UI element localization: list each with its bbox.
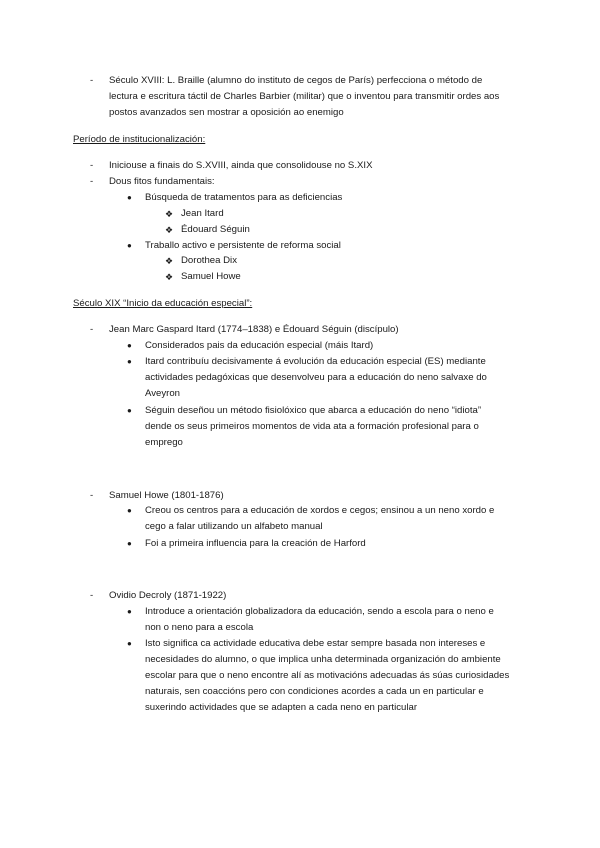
bullet-item: Creou os centros para a educación de xordos e cegos; ensinou a un neno xordo e xyxy=(145,505,495,516)
bullet-item-line: cego a falar utilizando un alfabeto manual xyxy=(145,521,323,532)
bullet-item: Traballo activo e persistente de reforma social xyxy=(145,240,341,251)
list-item: Ovidio Decroly (1871-1922) xyxy=(109,590,227,601)
bullet-item-line: non o neno para a escola xyxy=(145,622,254,633)
dash-marker: - xyxy=(90,160,94,171)
dash-marker: - xyxy=(90,590,94,601)
list-item: Samuel Howe (1801-1876) xyxy=(109,490,224,501)
bullet-item: Considerados pais da educación especial (máis Itard) xyxy=(145,340,374,351)
bullet-item-line: suxerindo actividades que se adapten a cada neno en particular xyxy=(145,702,418,713)
paragraph-line: Século XVIII: L. Braille (alumno do instituto de cegos de París) perfecciona o método de xyxy=(109,75,483,86)
bullet-marker: ● xyxy=(127,357,132,366)
bullet-item-line: emprego xyxy=(145,437,183,448)
bullet-marker: ● xyxy=(127,539,132,548)
sub-bullet-item: Dorothea Dix xyxy=(181,255,237,266)
bullet-marker: ● xyxy=(127,607,132,616)
diamond-marker: ❖ xyxy=(165,256,174,266)
bullet-item: Foi a primeira influencia para la creación de Harford xyxy=(145,538,366,549)
bullet-item: Itard contribuíu decisivamente á evolución da educación especial (ES) mediante xyxy=(145,356,486,367)
list-item: Iniciouse a finais do S.XVIII, ainda que consolidouse no S.XIX xyxy=(109,160,373,171)
bullet-marker: ● xyxy=(127,506,132,515)
dash-marker: - xyxy=(90,75,94,86)
bullet-marker: ● xyxy=(127,639,132,648)
list-item: Jean Marc Gaspard Itard (1774–1838) e Édouard Séguin (discípulo) xyxy=(109,324,399,335)
dash-marker: - xyxy=(90,176,94,187)
bullet-item-line: escolar para que o neno encontre alí as motivacións adecuadas ás súas curiosidades xyxy=(145,670,510,681)
bullet-item: Séguin deseñou un método fisiolóxico que abarca a educación do neno “idiota” xyxy=(145,405,482,416)
dash-marker: - xyxy=(90,490,94,501)
bullet-marker: ● xyxy=(127,406,132,415)
diamond-marker: ❖ xyxy=(165,272,174,282)
bullet-item-line: necesidades do alumno, o que implica unha determinada organización do ambiente xyxy=(145,654,501,665)
bullet-item: Isto significa ca actividade educativa debe estar sempre basada non intereses e xyxy=(145,638,486,649)
bullet-item-line: Aveyron xyxy=(145,388,181,399)
bullet-marker: ● xyxy=(127,341,132,350)
dash-marker: - xyxy=(90,324,94,335)
diamond-marker: ❖ xyxy=(165,209,174,219)
bullet-item: Introduce a orientación globalizadora da educación, sendo a escola para o neno e xyxy=(145,606,494,617)
paragraph-line: postos avanzados sen mostrar a oposición ao enemigo xyxy=(109,107,344,118)
section-heading: Período de institucionalización: xyxy=(73,134,206,145)
sub-bullet-item: Samuel Howe xyxy=(181,271,241,282)
bullet-item-line: actividades pedagóxicas que desenvolveu para a educación do neno salvaxe do xyxy=(145,372,487,383)
list-item: Dous fitos fundamentais: xyxy=(109,176,215,187)
sub-bullet-item: Jean Itard xyxy=(181,208,224,219)
sub-bullet-item: Édouard Séguin xyxy=(181,224,250,235)
bullet-item-line: dende os seus primeiros momentos de vida ata a formación profesional para o xyxy=(145,421,479,432)
bullet-marker: ● xyxy=(127,193,132,202)
diamond-marker: ❖ xyxy=(165,225,174,235)
section-heading: Século XIX “Inicio da educación especial”: xyxy=(73,298,253,309)
bullet-item: Búsqueda de tratamentos para as deficiencias xyxy=(145,192,343,203)
paragraph-line: lectura e escritura táctil de Charles Barbier (militar) que o inventou para transmitir ordes aos xyxy=(109,91,500,102)
bullet-marker: ● xyxy=(127,241,132,250)
bullet-item-line: naturais, sen coaccións pero con condiciones acordes a cada un en particular e xyxy=(145,686,484,697)
